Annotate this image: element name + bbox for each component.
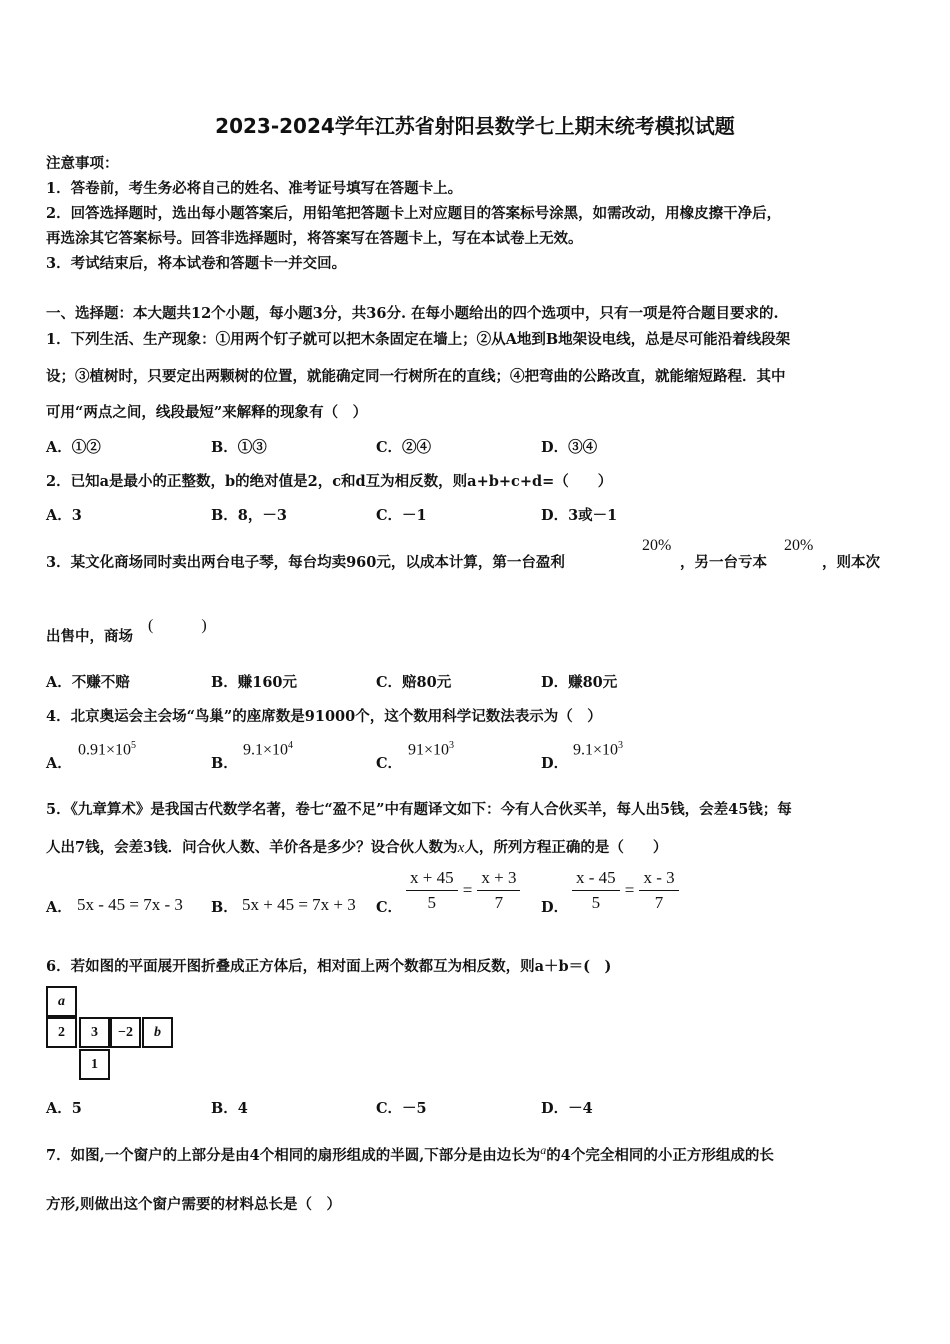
q4-option-a-label: A． (46, 755, 72, 772)
q5-option-d-label: D． (541, 899, 569, 916)
q2-option-c: C．－1 (376, 507, 427, 524)
denominator: 7 (654, 893, 664, 912)
q4-option-d-value (573, 740, 623, 759)
notice-line: 再选涂其它答案标号。回答非选择题时，将答案写在答题卡上，写在本试卷上无效。 (46, 230, 583, 247)
q3-percent-profit: 20% (642, 537, 672, 554)
q3-percent-loss: 20% (784, 537, 814, 554)
q4-a-exp: 5 (131, 740, 137, 751)
q5-option-b-equation: 5x + 45 = 7x + 3 (242, 895, 356, 914)
fraction (639, 868, 678, 913)
net-cell-neg2: −2 (110, 1017, 141, 1048)
q3-option-b: B．赚160元 (211, 674, 298, 691)
notice-line: 2．回答选择题时，选出每小题答案后，用铅笔把答题卡上对应题目的答案标号涂黑，如需改动，用橡皮擦干净后， (46, 205, 782, 222)
numerator: x - 45 (572, 868, 620, 891)
q1-option-d: D．③④ (541, 439, 598, 456)
question-1-line: 1．下列生活、生产现象：①用两个钉子就可以把木条固定在墙上；②从A地到B地架设电线，总是尽可能沿着线段架 (46, 331, 791, 348)
question-5-line (46, 836, 667, 857)
q6-option-b: B．4 (211, 1100, 248, 1117)
numerator: x + 3 (477, 868, 520, 891)
question-7-line: 方形,则做出这个窗户需要的材料总长是（ ） (46, 1196, 342, 1213)
q4-option-d-label: D． (541, 755, 569, 772)
q4-a-base: 0.91×10 (78, 741, 132, 759)
q3-option-a: A．不赚不赔 (46, 674, 130, 691)
q1-option-c: C．②④ (376, 439, 432, 456)
q7-text-a: 7．如图,一个窗户的上部分是由4个相同的扇形组成的半圆,下部分是由边长为 (46, 1146, 541, 1164)
q4-option-c-label: C． (376, 755, 403, 772)
q4-c-exp: 3 (449, 740, 455, 751)
q5-option-c-label: C． (376, 899, 403, 916)
q3-option-c: C．赔80元 (376, 674, 452, 691)
q5-option-d-equation (572, 868, 679, 913)
question-3-line: 出售中，商场 (46, 628, 133, 645)
question-6: 6．若如图的平面展开图折叠成正方体后，相对面上两个数都互为相反数，则a＋b＝( ) (46, 958, 612, 975)
cube-net-figure (46, 986, 186, 1086)
q4-b-base: 9.1×10 (243, 741, 289, 759)
question-3-part: ，另一台亏本 (680, 554, 767, 571)
fraction (477, 868, 520, 913)
page-title: 2023-2024学年江苏省射阳县数学七上期末统考模拟试题 (215, 114, 735, 138)
denominator: 5 (591, 893, 601, 912)
question-3-part: 3．某文化商场同时卖出两台电子琴，每台均卖960元，以成本计算，第一台盈利 (46, 554, 565, 571)
q4-c-base: 91×10 (408, 741, 450, 759)
q6-option-d: D．－4 (541, 1100, 593, 1117)
section-heading: 一、选择题：本大题共12个小题，每小题3分，共36分. 在每小题给出的四个选项中，只有一项是符合题目要求的. (46, 305, 779, 322)
notice-line: 1．答卷前，考生务必将自己的姓名、准考证号填写在答题卡上。 (46, 180, 463, 197)
net-cell-1: 1 (79, 1049, 110, 1080)
denominator: 5 (427, 893, 437, 912)
q6-option-a: A．5 (46, 1100, 82, 1117)
q3-answer-paren: ( ) (148, 617, 207, 634)
numerator: x + 45 (406, 868, 458, 891)
question-1-line: 设；③植树时，只要定出两颗树的位置，就能确定同一行树所在的直线；④把弯曲的公路改直，就能缩短路程．其中 (46, 368, 786, 385)
notice-line: 3．考试结束后，将本试卷和答题卡一并交回。 (46, 255, 347, 272)
numerator: x - 3 (639, 868, 678, 891)
net-cell-a: a (46, 986, 77, 1017)
net-cell-2: 2 (46, 1017, 77, 1048)
equals-sign: = (624, 880, 635, 900)
q1-option-b: B．①③ (211, 439, 267, 456)
q7-variable: a (540, 1143, 547, 1157)
q4-d-exp: 3 (618, 740, 624, 751)
q5-option-a-label: A． (46, 899, 72, 916)
q5-variable: x (457, 840, 465, 856)
q4-option-a-value (78, 740, 136, 759)
q4-option-b-label: B． (211, 755, 238, 772)
notice-heading: 注意事项： (46, 155, 119, 172)
q4-option-b-value (243, 740, 293, 759)
q6-option-c: C．－5 (376, 1100, 427, 1117)
fraction (406, 868, 458, 913)
question-2: 2．已知a是最小的正整数，b的绝对值是2，c和d互为相反数，则a+b+c+d=（ ） (46, 473, 613, 490)
q4-d-base: 9.1×10 (573, 741, 619, 759)
question-1-line: 可用“两点之间，线段最短”来解释的现象有（ ） (46, 404, 368, 421)
q5-text-b: 人，所列方程正确的是（ ） (464, 839, 668, 856)
question-7-line (46, 1143, 774, 1165)
q2-option-d: D．3或－1 (541, 507, 618, 524)
denominator: 7 (494, 893, 504, 912)
q3-option-d: D．赚80元 (541, 674, 618, 691)
equals-sign: = (462, 880, 473, 900)
net-cell-b: b (142, 1017, 173, 1048)
q7-text-b: 的4个完全相同的小正方形组成的长 (546, 1146, 774, 1164)
net-cell-3: 3 (79, 1017, 110, 1048)
fraction (572, 868, 620, 913)
question-4: 4．北京奥运会主会场“鸟巢”的座席数是91000个，这个数用科学记数法表示为（ ） (46, 708, 602, 725)
question-3-part: ，则本次 (822, 554, 880, 571)
q5-option-a-equation: 5x - 45 = 7x - 3 (77, 895, 183, 914)
question-5-line: 5．《九章算术》是我国古代数学名著，卷七“盈不足”中有题译文如下：今有人合伙买羊，每人出5钱，会差45钱；每 (46, 801, 792, 818)
q4-option-c-value (408, 740, 454, 759)
q2-option-a: A．3 (46, 507, 82, 524)
q5-option-c-equation (406, 868, 520, 913)
q1-option-a: A．①② (46, 439, 101, 456)
q5-option-b-label: B． (211, 899, 238, 916)
q2-option-b: B．8，－3 (211, 507, 287, 524)
q4-b-exp: 4 (288, 740, 294, 751)
q5-text-a: 人出7钱，会差3钱．问合伙人数、羊价各是多少？设合伙人数为 (46, 839, 458, 856)
